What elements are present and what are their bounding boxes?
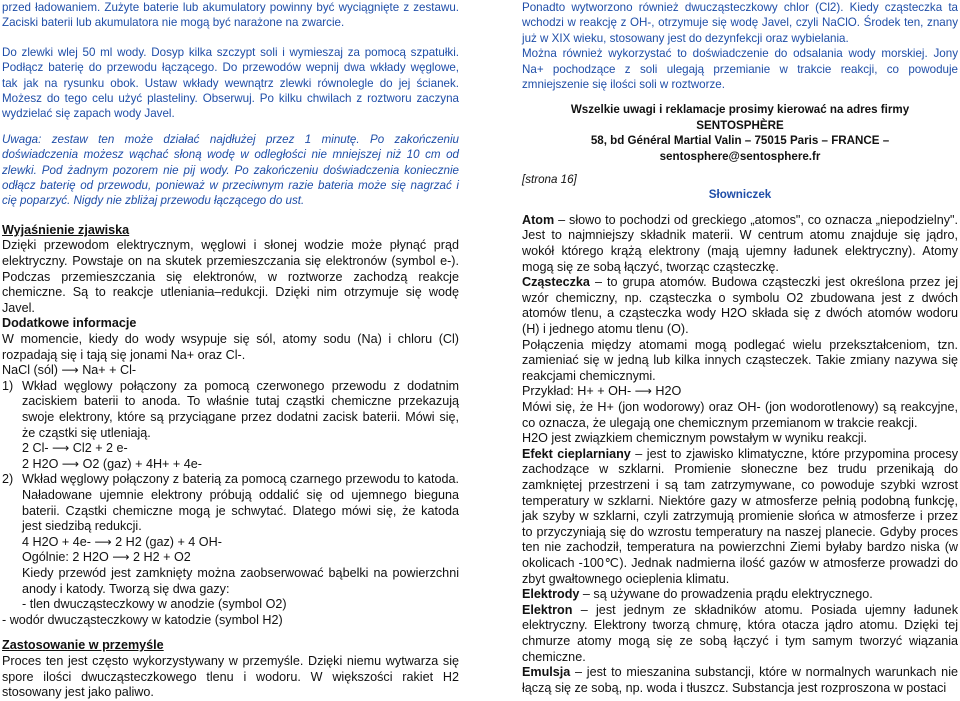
glossary-term: Elektrody	[522, 587, 580, 602]
equation-total	[2, 550, 459, 566]
contact-block	[522, 102, 958, 164]
company-name: SENTOSPHÈRE	[696, 118, 784, 132]
list-item-cathode	[2, 472, 459, 534]
arrow-icon: ⟶	[52, 441, 70, 456]
glossary-entry-emulsion	[522, 665, 958, 696]
heading-industry: Zastosowanie w przemyśle	[2, 638, 164, 653]
equation-left: Ogólnie: 2 H2O	[22, 550, 109, 565]
equation-example	[522, 384, 958, 400]
glossary-entry-greenhouse	[522, 447, 958, 587]
glossary-example-text2: H2O jest związkiem chemicznym powstałym w wyniku reakcji.	[522, 431, 868, 446]
company-email: sentosphere@sentosphere.fr	[659, 149, 821, 163]
glossary-entry-atom	[522, 213, 958, 275]
glossary-definition: – słowo to pochodzi od greckiego „atomos", co oznacza „niepodzielny". Jest to najmniejszy składnik materii. W centrum atomu znajduje się jądro, wokół którego krążą elektrony (mają ujemny ładunek elektryczny). Atomy mogą się ze sobą łączyć, tworząc cząsteczkę.	[522, 212, 958, 274]
equation-right: Cl2 + 2 e-	[72, 441, 128, 456]
contact-line: Wszelkie uwagi i reklamacje prosimy kierować na adres firmy	[570, 103, 910, 117]
paragraph-bubbles: Kiedy przewód jest zamknięty można zaobserwować bąbelki na powierzchni anody i katody. Tworzą się dwa gazy:	[22, 565, 459, 596]
paragraph-explanation: Dzięki przewodom elektrycznym, węglowi i słonej wodzie może płynąć prąd elektryczny. Powstaje on na skutek przemieszczania się elektronów (symbol e-). Podczas przemieszczania się elektronów, w roztworze zachodzą reakcje chemiczne. Są to reakcje utleniania–redukcji. Dzięki nim otrzymuje się wodę Javel.	[2, 238, 459, 315]
glossary-title: Słowniczek	[708, 188, 772, 202]
company-address: 58, bd Général Martial Valin – 75015 Paris – FRANCE –	[590, 134, 890, 148]
glossary-entry-molecule	[522, 275, 958, 337]
glossary-term: Efekt cieplarniany	[522, 446, 631, 461]
glossary-term: Atom	[522, 212, 555, 227]
equation-cathode	[2, 535, 459, 551]
equation-left: 2 Cl-	[22, 441, 49, 456]
glossary-molecule-more: Połączenia między atomami mogą podlegać wielu przekształceniom, tzn. zamieniać się w jedną lub kilka innych cząsteczek. Takie zmiany nazywa się reakcjami chemicznymi.	[522, 337, 958, 383]
equation-right: H2O	[655, 384, 682, 399]
list-item-anode	[2, 379, 459, 441]
heading-extra-info: Dodatkowe informacje	[2, 316, 137, 331]
paragraph-industry: Proces ten jest często wykorzystywany w przemyśle. Dzięki niemu wytwarza się spore ilości dwucząsteczkowego tlenu i wodoru. W większości rakiet H2 stosowany jest jako paliwo.	[2, 653, 459, 700]
right-column	[522, 0, 958, 696]
arrow-icon: ⟶	[94, 534, 112, 549]
arrow-icon: ⟶	[112, 550, 130, 565]
equation-left: 4 H2O + 4e-	[22, 534, 91, 549]
glossary-entry-electrodes	[522, 587, 958, 603]
glossary-definition: – są używane do prowadzenia prądu elektrycznego.	[579, 587, 873, 602]
glossary-term: Elektron	[522, 602, 573, 617]
paragraph-chlorine: Ponadto wytworzono również dwucząsteczkowy chlor (Cl2). Kiedy cząsteczka ta wchodzi w reakcję z OH-, otrzymuje się wodę Javel, czyli NaClO. Środek ten, znany już w XIX wieku, stosowany jest do dezynfekcji oraz wybielania.	[522, 1, 958, 45]
equation-nacl-left: NaCl (sól)	[2, 363, 58, 378]
paragraph-charging: przed ładowaniem. Zużyte baterie lub akumulatory powinny być wyciągnięte z zestawu. Zaciski baterii lub akumulatora nie mogą być narażone na zwarcie.	[2, 1, 459, 30]
arrow-icon: ⟶	[61, 456, 80, 471]
equation-left: 2 H2O	[22, 456, 59, 471]
list-number: 2)	[2, 472, 14, 487]
equation-nacl-right: Na+ + Cl-	[82, 363, 137, 378]
equation-nacl	[2, 363, 459, 379]
glossary-definition: – jest to zjawisko klimatyczne, które przypomina procesy zachodzące w szklarni. Promienie słoneczne bez trudu przenikają do zamkniętej przestrzeni i są tam zatrzymywane, co powoduje szybki wzrost temperatury w szklarni. Niektóre gazy w atmosferze pełnią podobną funkcję, jak szyby w szklarni, czyli zatrzymują promienie słońca w atmosferze i przez to przyczyniają się do wzrostu temperatury na naszej planecie. Gdyby proces ten nie zachodził, temperatura na powierzchni Ziemi byłaby bardzo niska (w okolicach -100℃). Jednak nadmierna ilość gazów w atmosferze prowadzi do zbyt gwałtownego ocieplenia klimatu.	[522, 446, 958, 586]
gas-hydrogen: - wodór dwucząsteczkowy w katodzie (symbol H2)	[2, 612, 283, 627]
paragraph-instructions: Do zlewki wlej 50 ml wody. Dosyp kilka szczypt soli i wymieszaj za pomocą szpatułki. Podłącz baterię do przewodu łączącego. Do przewodów wepnij dwa wkłady węglowe, tak jak na rysunku obok. Ustaw wkłady wewnątrz zlewki równolegle do jej ścianek. Możesz do tego celu użyć plasteliny. Obserwuj. Po kilku chwilach z roztworu zaczyna wydzielać się zapach wody Javel.	[2, 45, 459, 121]
equation-left: Przykład: H+ + OH-	[522, 384, 632, 399]
equation-right: 2 H2 + O2	[133, 550, 191, 565]
gas-oxygen: - tlen dwucząsteczkowy w anodzie (symbol O2)	[22, 597, 287, 612]
equation-right: 2 H2 (gaz) + 4 OH-	[115, 534, 222, 549]
arrow-icon: ⟶	[634, 384, 652, 399]
arrow-icon: ⟶	[61, 363, 79, 378]
equation-anode-2	[2, 457, 459, 473]
heading-explanation: Wyjaśnienie zjawiska	[2, 222, 130, 237]
glossary-example-text: Mówi się, że H+ (jon wodorowy) oraz OH- (jon wodorotlenowy) są reakcyjne, co oznacza, że ulegają one chemicznym przemianom w trakcie reakcji.	[522, 400, 958, 430]
glossary-definition: – jest jednym ze składników atomu. Posiada ujemny ładunek elektryczny. Elektrony tworzą chmurę, która otacza jądro atomu. Dzięki tej chmurze atomy mogą się ze sobą łączyć i tym samym tworzyć wiązania chemiczne.	[522, 602, 958, 664]
glossary-term: Cząsteczka	[522, 275, 590, 290]
list-item-text: Wkład węglowy połączony z baterią za pomocą czarnego przewodu to katoda. Naładowane ujemnie elektrony próbują oddalić się od ujemnego bieguna baterii. Cząstki chemiczne mogą je schwytać. Dlatego mówi się, że katoda jest siedzibą redukcji.	[22, 472, 459, 534]
paragraph-warning: Uwaga: zestaw ten może działać najdłużej przez 1 minutę. Po zakończeniu doświadczenia możesz wąchać słoną wodę w odległości nie mniejszej niż 10 cm od zlewki. Pod żadnym pozorem nie pij wody. Po zakończeniu doświadczenia koniecznie odłącz baterię od przewodu, ponieważ w przeciwnym razie bateria może się nagrzać i cię poparzyć. Nigdy nie zbliżaj przewodu łączącego do ust.	[2, 132, 459, 208]
paragraph-seawater: Można również wykorzystać to doświadczenie do odsalania wody morskiej. Jony Na+ pochodzące z soli ulegają przemianie w trakcie reakcji, co powoduje zmniejszenie się ilości soli w roztworze.	[522, 47, 958, 92]
paragraph-extra-info: W momencie, kiedy do wody wsypuje się sól, atomy sodu (Na) i chloru (Cl) rozpadają się i tają się jonami Na+ oraz Cl-.	[2, 332, 459, 362]
equation-right: O2 (gaz) + 4H+ + 4e-	[82, 456, 202, 471]
glossary-entry-electron	[522, 603, 958, 665]
glossary-definition: – jest to mieszanina substancji, które w normalnych warunkach nie łączą się ze sobą, np. woda i tłuszcz. Substancja jest rozproszona w postaci	[522, 665, 958, 695]
list-item-text: Wkład węglowy połączony za pomocą czerwonego przewodu z dodatnim zaciskiem baterii to anoda. To właśnie tutaj cząstki chemiczne przekazują swoje elektrony, które są przyciągane przez dodatni zacisk baterii. Mówi się, że cząstki się utleniają.	[22, 378, 459, 440]
glossary-definition: – to grupa atomów. Budowa cząsteczki jest określona przez jej wzór chemiczny, np. cząsteczka o symbolu O2 zbudowana jest z dwóch atomów tlenu, a cząsteczka wody H2O składa się z dwóch atomów wodoru (H) i jednego atomu tlenu (O).	[522, 275, 958, 337]
page-label: [strona 16]	[522, 173, 577, 187]
left-column	[2, 0, 459, 701]
glossary-term: Emulsja	[522, 665, 571, 680]
list-number: 1)	[2, 378, 14, 393]
equation-anode-1	[2, 441, 459, 457]
